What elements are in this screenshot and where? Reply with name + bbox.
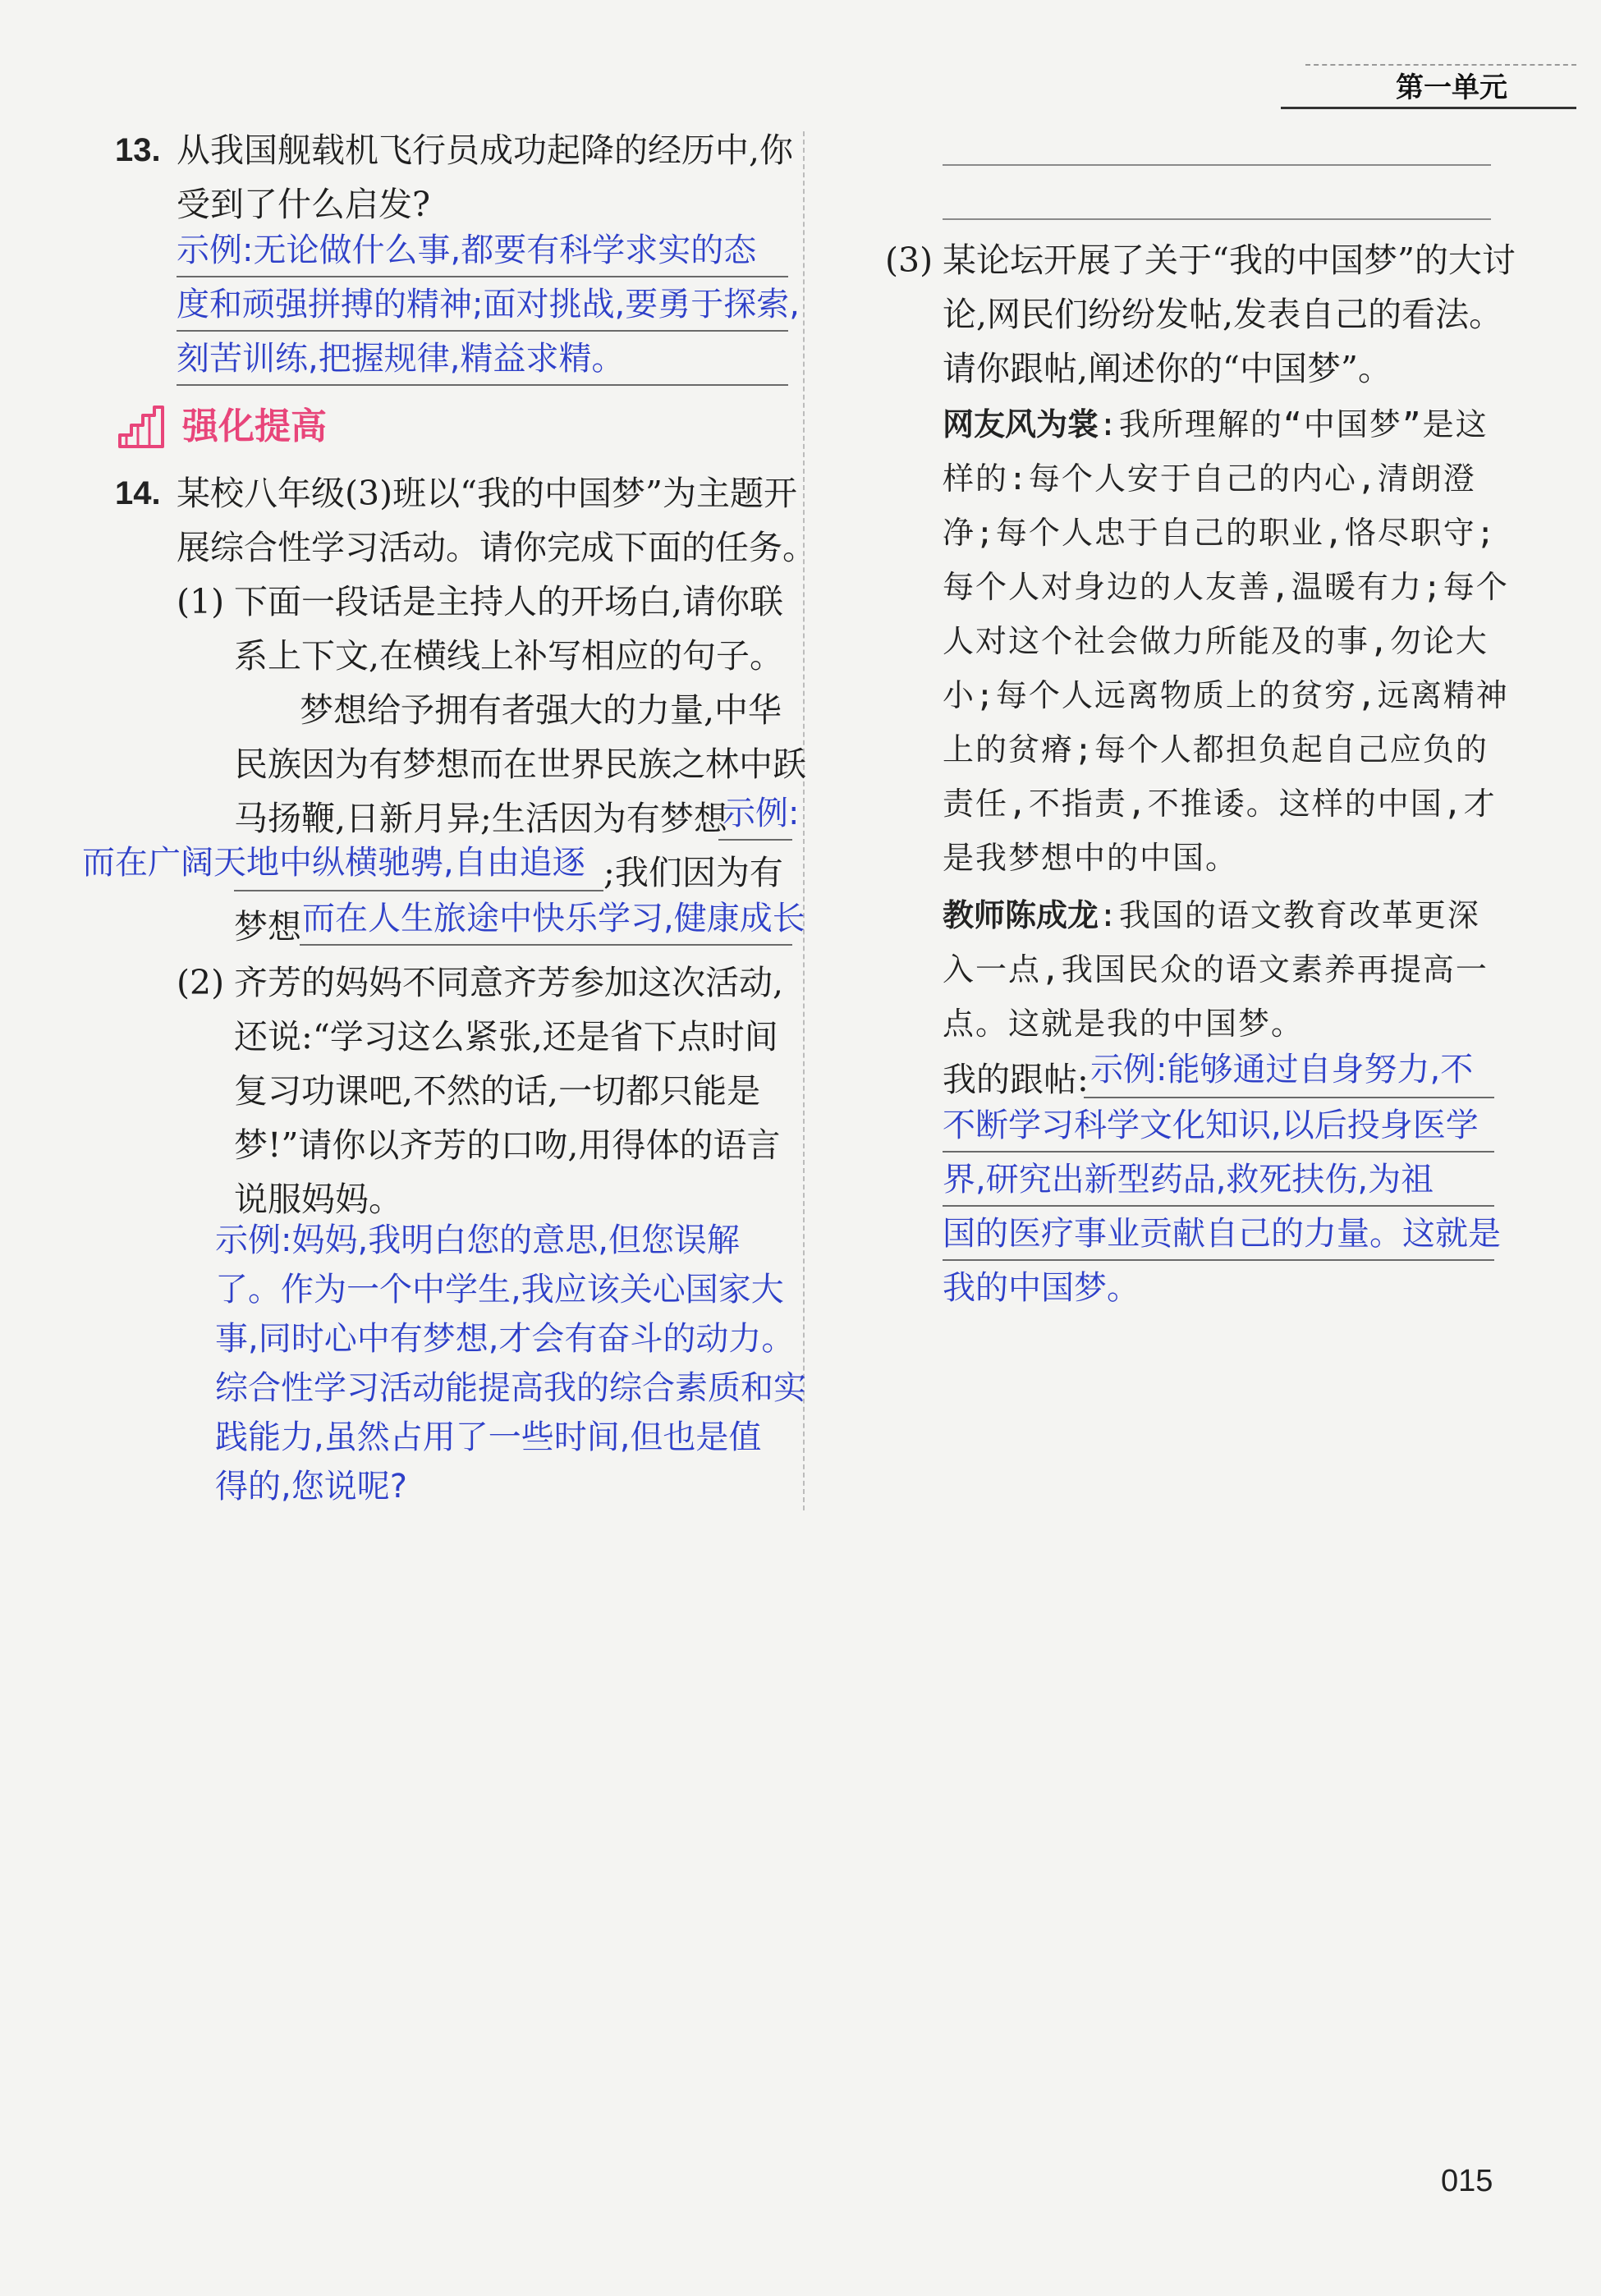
q14-p1-blank1-a: 示例: [723, 795, 800, 832]
q14-p2-answer-2: 了。作为一个中学生,我应该关心国家大 [215, 1271, 784, 1308]
post2-line-2: 入一点,我国民众的语文素养再提高一 [943, 951, 1489, 988]
q14-p2-line-3: 复习功课吧,不然的话,一切都只能是 [234, 1071, 761, 1111]
q13-answer-1: 示例:无论做什么事,都要有科学求实的态 [177, 231, 757, 269]
q14-p2-answer-3: 事,同时心中有梦想,才会有奋斗的动力。 [215, 1320, 795, 1358]
unit-title: 第一单元 [1396, 71, 1507, 104]
post1-line-5: 人对这个社会做力所能及的事,勿论大 [943, 623, 1489, 659]
q14-p2-answer-4: 综合性学习活动能提高我的综合素质和实 [215, 1369, 806, 1407]
q14-p1-blank2: 而在人生旅途中快乐学习,健康成长 [302, 900, 805, 937]
post1-line-1: :我所理解的“中国梦”是这 [1099, 406, 1489, 442]
q14-line-1: 某校八年级(3)班以“我的中国梦”为主题开 [177, 474, 797, 513]
reply-answer-2: 不断学习科学文化知识,以后投身医学 [943, 1107, 1479, 1144]
q14-p1-line-4: 民族因为有梦想而在世界民族之林中跃 [234, 745, 806, 784]
reply-answer-1: 示例:能够通过自身努力,不 [1090, 1051, 1474, 1088]
post2-author: 教师陈成龙 [943, 897, 1099, 933]
q14-p1-prefix2: 梦想 [234, 907, 301, 946]
q14-p1-line-3: 梦想给予拥有者强大的力量,中华 [300, 690, 782, 730]
q14-p1-line-5: 马扬鞭,日新月异;生活因为有梦想 [234, 799, 727, 838]
q14-p3-line-1: 某论坛开展了关于“我的中国梦”的大讨 [943, 241, 1516, 280]
reply-answer-5: 我的中国梦。 [943, 1269, 1140, 1307]
reply-answer-3: 界,研究出新型药品,救死扶伤,为祖 [943, 1161, 1434, 1198]
post1-line-7: 上的贫瘠;每个人都担负起自己应负的 [943, 731, 1489, 768]
q14-p2-line-5: 说服妈妈。 [234, 1180, 402, 1219]
q13-line-1: 从我国舰载机飞行员成功起降的经历中,你 [177, 131, 794, 170]
column-divider [803, 131, 805, 1510]
q14-number: 14. [115, 475, 161, 511]
q14-p1-line-2: 系上下文,在横线上补写相应的句子。 [234, 636, 784, 676]
post2-line-3: 点。这就是我的中国梦。 [943, 1006, 1305, 1042]
post2-line-1: :我国的语文教育改革更深 [1099, 897, 1480, 933]
q14-p1-label: (1) [177, 582, 225, 621]
q14-p1-after-blank1: ;我们因为有 [603, 853, 783, 892]
q13-answer-3: 刻苦训练,把握规律,精益求精。 [177, 340, 625, 378]
q14-p2-line-1: 齐芳的妈妈不同意齐芳参加这次活动, [234, 963, 784, 1002]
post1-line-6: 小;每个人远离物质上的贫穷,远离精神 [943, 677, 1509, 713]
post1-line-3: 净;每个人忠于自己的职业,恪尽职守; [943, 515, 1497, 551]
post2-first-line [943, 888, 1480, 942]
q14-p2-label: (2) [177, 963, 225, 1002]
q14-p2-answer-1: 示例:妈妈,我明白您的意思,但您误解 [215, 1221, 740, 1259]
q14-p3-label: (3) [885, 241, 934, 280]
q14-p2-line-4: 梦!”请你以齐芳的口吻,用得体的语言 [234, 1125, 781, 1165]
q13-answer-2: 度和顽强拼搏的精神;面对挑战,要勇于探索, [177, 286, 800, 323]
post1-line-8: 责任,不指责,不推诿。这样的中国,才 [943, 786, 1497, 822]
post1-line-2: 样的:每个人安于自己的内心,清朗澄 [943, 461, 1476, 497]
q14-p2-line-2: 还说:“学习这么紧张,还是省下点时间 [234, 1017, 778, 1056]
post1-line-4: 每个人对身边的人友善,温暖有力;每个 [943, 569, 1509, 605]
q14-p2-answer-5: 践能力,虽然占用了一些时间,但也是值 [215, 1418, 762, 1456]
section-title: 强化提高 [182, 406, 327, 447]
q13-number: 13. [115, 132, 161, 168]
post1-author: 网友风为裳 [943, 406, 1099, 442]
unit-header [1281, 59, 1576, 108]
reply-label: 我的跟帖: [943, 1060, 1089, 1099]
q14-line-2: 展综合性学习活动。请你完成下面的任务。 [177, 528, 816, 567]
q14-p2-answer-6: 得的,您说呢? [215, 1468, 407, 1505]
q14-p1-blank1-b: 而在广阔天地中纵横驰骋,自由追逐 [82, 844, 585, 882]
post1-line-9: 是我梦想中的中国。 [943, 840, 1239, 876]
q14-p3-line-3: 请你跟帖,阐述你的“中国梦”。 [943, 349, 1392, 388]
page-number: 015 [1441, 2164, 1493, 2198]
q14-p3-line-2: 论,网民们纷纷发帖,发表自己的看法。 [943, 295, 1503, 334]
post1-first-line [943, 397, 1489, 451]
q13-line-2: 受到了什么启发? [177, 185, 430, 224]
stairs-icon [115, 404, 166, 451]
reply-answer-4: 国的医疗事业贡献自己的力量。这就是 [943, 1215, 1501, 1253]
section-heading [115, 401, 361, 458]
q14-p1-line-1: 下面一段话是主持人的开场白,请你联 [234, 582, 784, 621]
